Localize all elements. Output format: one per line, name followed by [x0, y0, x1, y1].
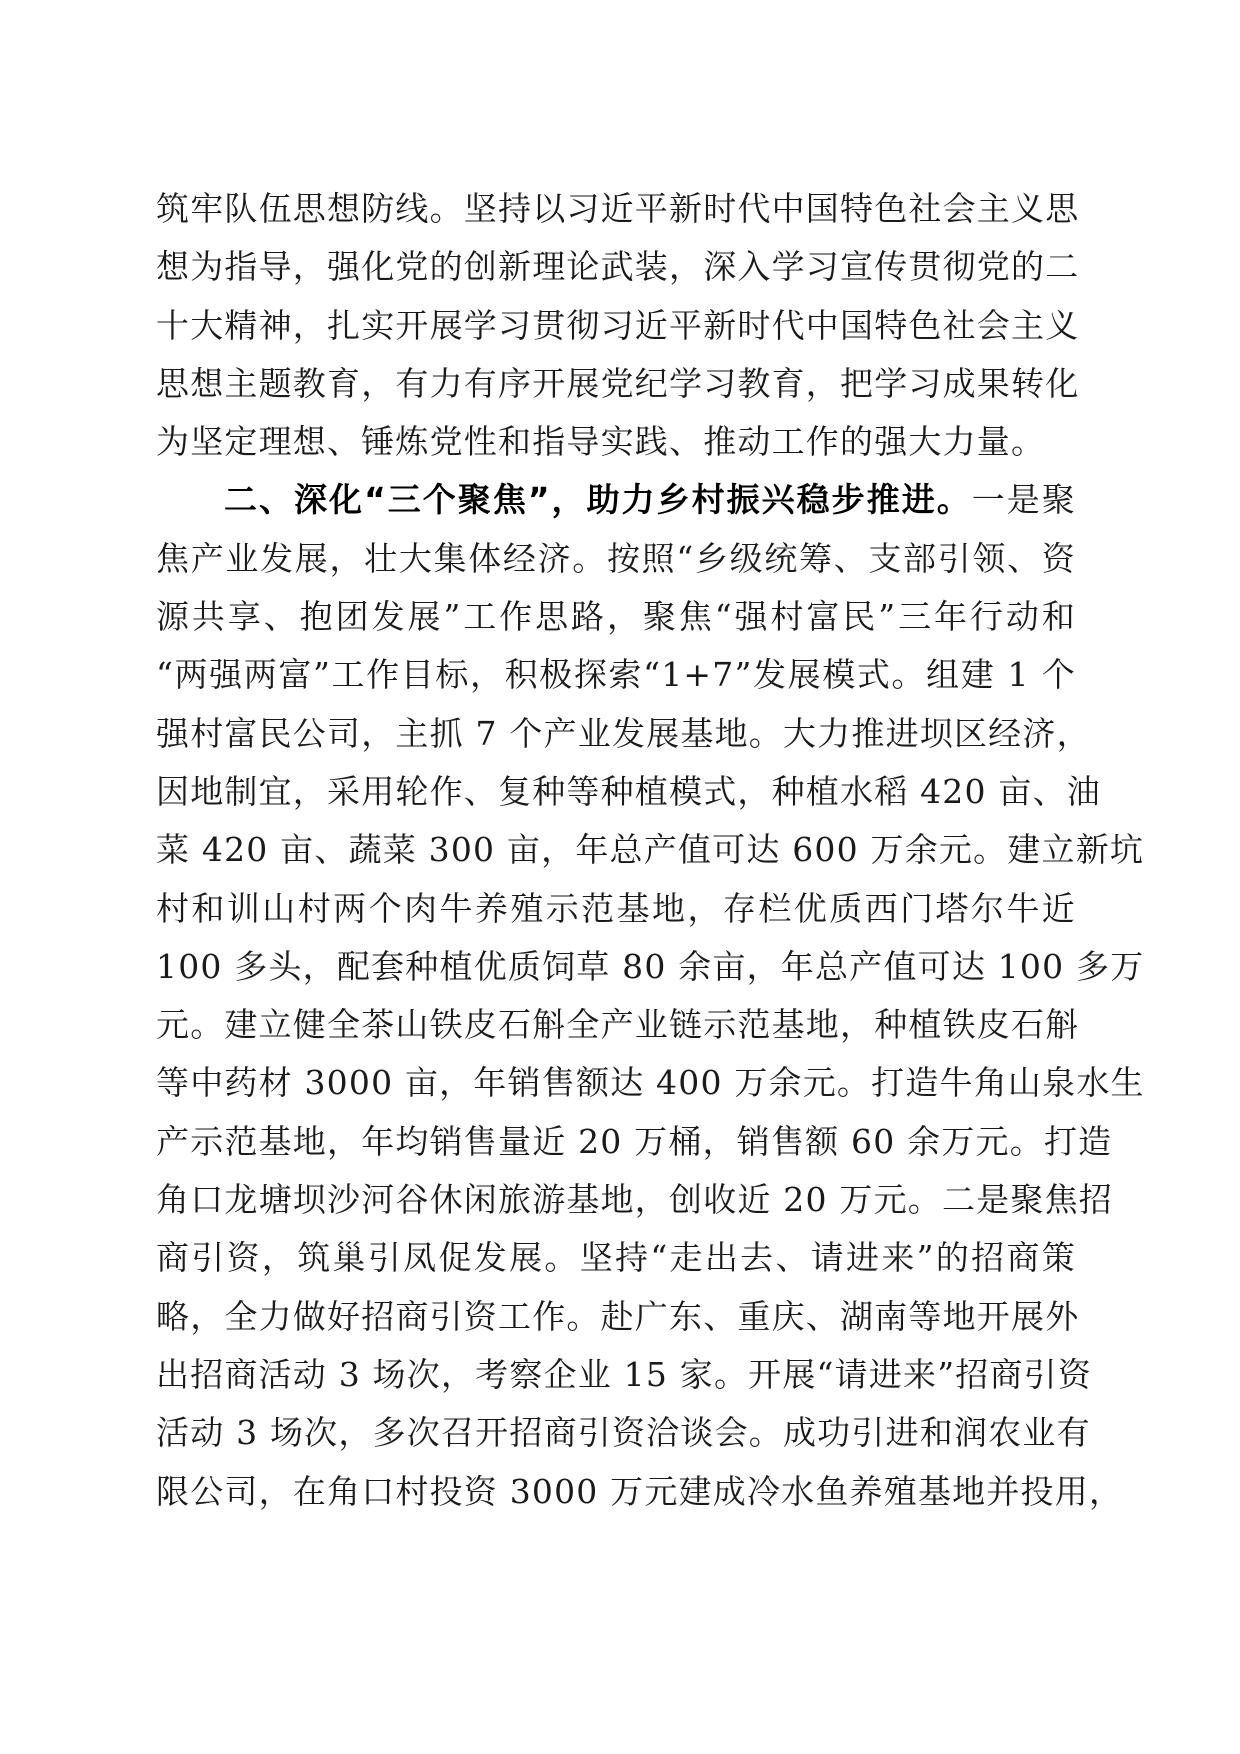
text-line: 想为指导，强化党的创新理论武装，深入学习宣传贯彻党的二 — [156, 247, 1080, 287]
text-line: 菜 420 亩、蔬菜 300 亩，年总产值可达 600 万余元。建立新坑 — [156, 830, 1145, 870]
text-line: 筑牢队伍思想防线。坚持以习近平新时代中国特色社会主义思 — [156, 189, 1080, 228]
text-line: 强村富民公司，主抓 7 个产业发展基地。大力推进坝区经济， — [156, 713, 1091, 753]
text-line: 十大精神，扎实开展学习贯彻习近平新时代中国特色社会主义 — [156, 305, 1080, 345]
section-heading: 二、深化“三个聚焦”，助力乡村振兴稳步推进。 — [224, 480, 972, 520]
text-line: 100 多头，配套种植优质饲草 80 余亩，年总产值可达 100 多万 — [156, 946, 1145, 986]
body-text — [156, 180, 1145, 1521]
text-line: 源共享、抱团发展”工作思路，聚焦“强村富民”三年行动和 — [156, 597, 1076, 637]
text-line-last: 为坚定理想、锤炼党性和指导实践、推动工作的强大力量。 — [156, 422, 1046, 462]
text-line: 产示范基地，年均销售量近 20 万桶，销售额 60 余万元。打造 — [156, 1121, 1113, 1161]
text-line: 角口龙塘坝沙河谷休闲旅游基地，创收近 20 万元。二是聚焦招 — [156, 1180, 1113, 1220]
text-line: 村和训山村两个肉牛养殖示范基地，存栏优质西门塔尔牛近 — [156, 888, 1076, 928]
text-line: 活动 3 场次，多次召开招商引资洽谈会。成功引进和润农业有 — [156, 1413, 1091, 1453]
text-line: 思想主题教育，有力有序开展党纪学习教育，把学习成果转化 — [156, 363, 1080, 403]
paragraph-2-first-line — [156, 471, 1076, 529]
text-line: 等中药材 3000 亩，年销售额达 400 万余元。打造牛角山泉水生 — [156, 1063, 1145, 1103]
text-line: 出招商活动 3 场次，考察企业 15 家。开展“请进来”招商引资 — [156, 1354, 1093, 1394]
text-line: 略，全力做好招商引资工作。赴广东、重庆、湖南等地开展外 — [156, 1296, 1080, 1336]
text-line: 因地制宜，采用轮作、复种等种植模式，种植水稻 420 亩、油 — [156, 771, 1101, 811]
text-run: 一是聚 — [971, 480, 1076, 520]
text-line: 限公司，在角口村投资 3000 万元建成冷水鱼养殖基地并投用， — [156, 1471, 1124, 1511]
text-line: 元。建立健全茶山铁皮石斛全产业链示范基地，种植铁皮石斛 — [156, 1005, 1080, 1045]
text-line: 焦产业发展，壮大集体经济。按照“乡级统筹、支部引领、资 — [156, 538, 1076, 578]
text-line: 商引资，筑巢引凤促发展。坚持“走出去、请进来”的招商策 — [156, 1238, 1076, 1278]
text-line: “两强两富”工作目标，积极探索“1+7”发展模式。组建 1 个 — [156, 655, 1076, 695]
